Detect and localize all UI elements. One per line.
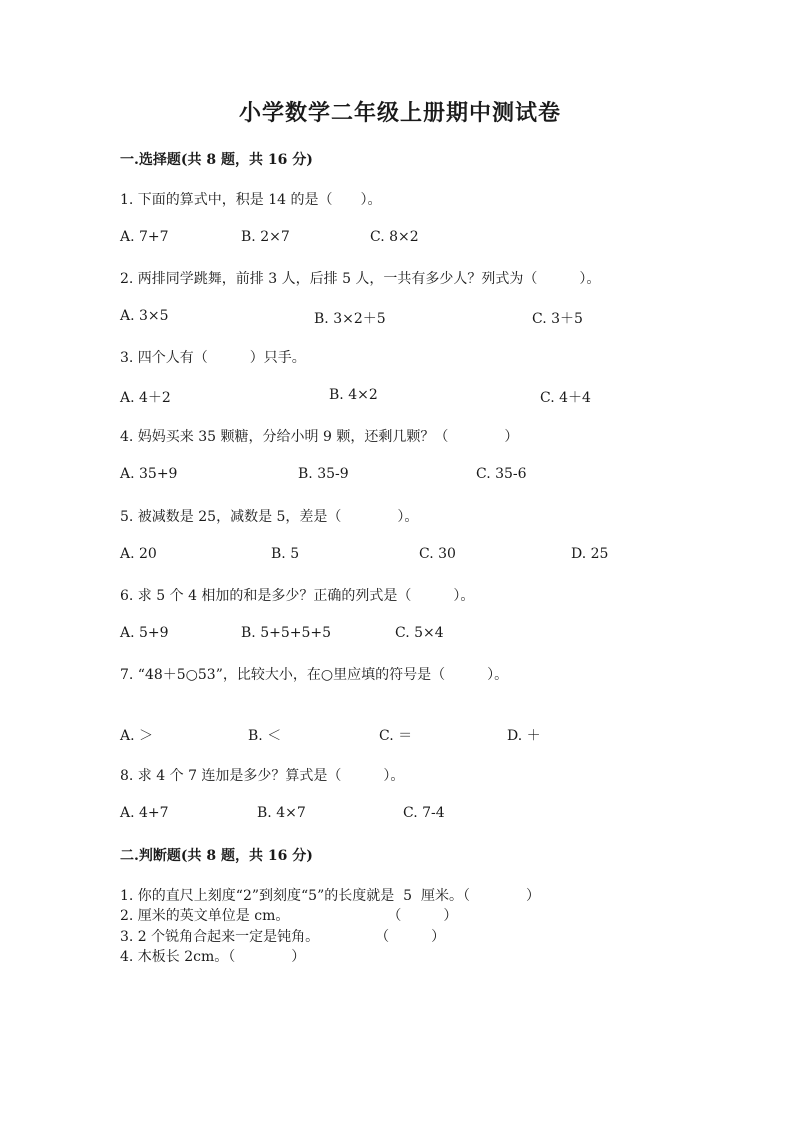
section-heading-choice: 一.选择题(共 8 题，共 16 分) (120, 152, 313, 168)
question-1: 1. 下面的算式中，积是 14 的是（ ）。 (120, 192, 382, 208)
option-6c: C. 5×4 (395, 625, 444, 641)
option-4a: A. 35+9 (120, 466, 178, 482)
option-5d: D. 25 (571, 546, 609, 562)
judgment-3: 3. 2 个锐角合起来一定是钝角。 （ ） (120, 929, 446, 945)
option-5a: A. 20 (120, 546, 157, 562)
option-3c: C. 4＋4 (540, 390, 591, 406)
option-8a: A. 4+7 (120, 805, 169, 821)
option-7a: A. ＞ (120, 728, 154, 744)
option-1b: B. 2×7 (241, 229, 290, 245)
option-8b: B. 4×7 (257, 805, 306, 821)
judgment-1: 1. 你的直尺上刻度“2”到刻度“5”的长度就是 5 厘米。（ ） (120, 888, 540, 904)
option-7b: B. ＜ (248, 728, 282, 744)
question-8: 8. 求 4 个 7 连加是多少？算式是（ ）。 (120, 768, 405, 784)
judgment-2: 2. 厘米的英文单位是 cm。 （ ） (120, 908, 458, 924)
option-6a: A. 5+9 (120, 625, 169, 641)
option-7c: C. ＝ (379, 728, 413, 744)
option-8c: C. 7-4 (403, 805, 445, 821)
option-2a: A. 3×5 (120, 308, 169, 324)
option-6b: B. 5+5+5+5 (241, 625, 332, 641)
option-5c: C. 30 (419, 546, 456, 562)
option-7d: D. ＋ (507, 728, 541, 744)
question-4: 4. 妈妈买来 35 颗糖，分给小明 9 颗，还剩几颗？（ ） (120, 429, 519, 445)
option-1a: A. 7+7 (120, 229, 169, 245)
option-3a: A. 4＋2 (120, 390, 171, 406)
option-4b: B. 35-9 (298, 466, 349, 482)
option-4c: C. 35-6 (476, 466, 527, 482)
page-title: 小学数学二年级上册期中测试卷 (238, 100, 561, 126)
section-heading-judgment: 二.判断题(共 8 题，共 16 分) (120, 848, 313, 864)
option-1c: C. 8×2 (370, 229, 419, 245)
option-5b: B. 5 (271, 546, 300, 562)
judgment-4: 4. 木板长 2cm。（ ） (120, 949, 306, 965)
question-2: 2. 两排同学跳舞，前排 3 人，后排 5 人，一共有多少人？列式为（ ）。 (120, 271, 601, 287)
option-3b: B. 4×2 (329, 387, 378, 403)
option-2b: B. 3×2＋5 (314, 311, 386, 327)
question-3: 3. 四个人有（ ）只手。 (120, 350, 306, 366)
question-7: 7. “48＋5○53”，比较大小，在○里应填的符号是（ ）。 (120, 667, 509, 683)
question-5: 5. 被减数是 25，减数是 5，差是（ ）。 (120, 509, 419, 525)
option-2c: C. 3＋5 (532, 311, 583, 327)
question-6: 6. 求 5 个 4 相加的和是多少？正确的列式是（ ）。 (120, 588, 475, 604)
